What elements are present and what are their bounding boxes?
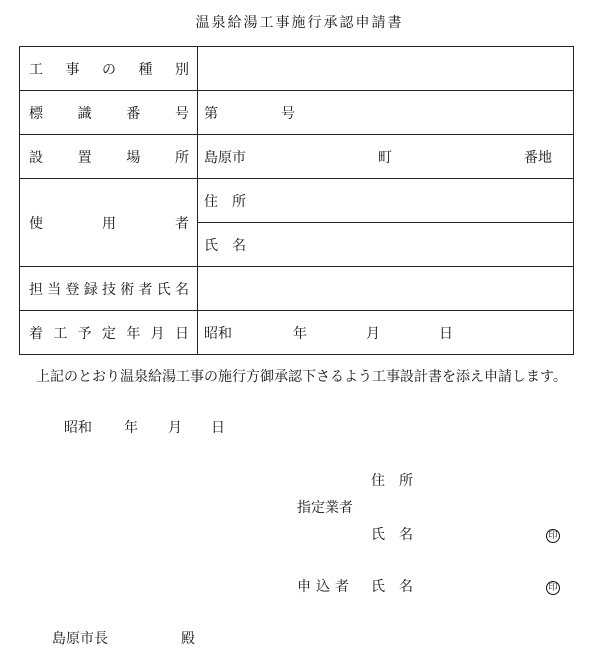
label-user: 使 用 者	[29, 215, 189, 232]
label-sign-number: 標 識 番 号	[29, 105, 189, 122]
row-construction-kind	[20, 47, 574, 91]
applicant-name-label: 氏 名	[371, 579, 413, 595]
document-title: 温泉給湯工事施行承認申請書	[195, 15, 404, 31]
label-construction-kind: 工 事 の 種 別	[29, 61, 189, 78]
field-engineer-name[interactable]	[198, 267, 574, 311]
applicant-role: 申込者	[297, 579, 354, 595]
field-construction-kind[interactable]	[198, 47, 574, 91]
application-form-table	[19, 46, 574, 355]
row-sign-number	[20, 91, 574, 135]
addressee-honorific: 殿	[181, 631, 195, 647]
row-install-place	[20, 135, 574, 179]
seal-icon: 印	[546, 581, 560, 595]
seal-icon: 印	[546, 529, 560, 543]
designated-name-label: 氏 名	[371, 527, 413, 543]
label-start-date: 着 工 予 定 年 月 日	[29, 325, 189, 342]
row-engineer	[20, 267, 574, 311]
designated-address-label: 住 所	[371, 473, 413, 489]
statement: 上記のとおり温泉給湯工事の施行方御承認下さるよう工事設計書を添え申請します。	[36, 369, 567, 385]
field-start-date[interactable]: 昭和 年 月 日	[198, 311, 574, 355]
row-user-address	[20, 179, 574, 223]
field-user-address[interactable]: 住 所	[198, 179, 574, 223]
row-start-date	[20, 311, 574, 355]
addressee-to: 島原市長	[52, 631, 108, 647]
field-install-place[interactable]: 島原市 町 番地	[198, 135, 574, 179]
label-install-place: 設 置 場 所	[29, 149, 189, 166]
field-user-name[interactable]: 氏 名	[198, 223, 574, 267]
field-sign-number[interactable]: 第 号	[198, 91, 574, 135]
label-engineer: 担 当 登 録 技 術 者 氏 名	[29, 281, 189, 298]
designated-role: 指定業者	[297, 500, 353, 516]
